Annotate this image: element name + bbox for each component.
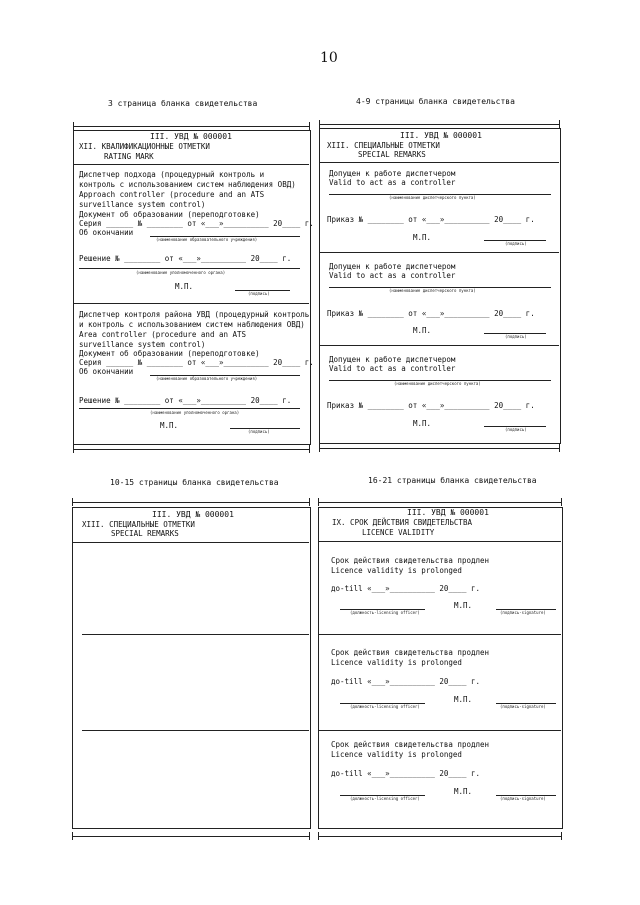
p1-block2-line2: и контроль с использованием систем наблюдения ОВД) [79,320,305,329]
p2-admitted-ru-1: Допущен к работе диспетчером [329,169,456,178]
p4-officer-caption-2: (должность-licensing officer) [350,704,420,709]
p2-post-caption-3: (наименование диспетчерского пункта) [394,381,481,386]
p1-header: III. УВД № 000001 [150,132,232,141]
p1-signature-caption-2: (подпись) [248,429,270,434]
caption-pages-16-21: 16-21 страницы бланка свидетельства [368,476,537,485]
p2-admitted-en-2: Valid to act as a controller [329,271,456,280]
p2-signature-caption-2: (подпись) [505,334,527,339]
p1-doc-label-2: Документ об образовании (переподготовке) [79,349,260,358]
p1-block1-line3: Approach controller (procedure and an ATS [79,190,265,199]
p2-admitted-ru-2: Допущен к работе диспетчером [329,262,456,271]
p4-extended-ru-2: Срок действия свидетельства продлен [331,648,490,657]
p1-block2-line3: Area controller (procedure and an ATS [79,330,247,339]
p4-signature-caption-3: (подпись-signature) [500,796,546,801]
p4-extended-ru-1: Срок действия свидетельства продлен [331,556,490,565]
p1-authority-caption-2: (наименование уполномоченного органа) [150,410,240,415]
p2-signature-caption-1: (подпись) [505,241,527,246]
p4-stamp-label-1: М.П. [454,601,473,610]
p4-stamp-label-3: М.П. [454,787,473,796]
p2-section-title: XIII. СПЕЦИАЛЬНЫЕ ОТМЕТКИ [327,141,440,150]
p1-series-row-2: Серия ______ № ________ от «___»__________ 20____ г. [79,358,314,367]
p1-edu-caption-2: (наименование образовательного учреждения) [156,376,258,381]
p4-till-row-2: до-till «___»__________ 20____ г. [331,677,481,686]
p2-admitted-en-1: Valid to act as a controller [329,178,456,187]
p2-section-title-en: SPECIAL REMARKS [358,150,426,159]
p1-block2-line4: surveillance system control) [79,340,206,349]
p4-extended-ru-3: Срок действия свидетельства продлен [331,740,490,749]
caption-pages-10-15: 10-15 страницы бланка свидетельства [110,478,279,487]
p1-decision-row: Решение № ________ от «___»__________ 20____ г. [79,254,292,263]
p1-block1-line2: контроль с использованием систем наблюдения ОВД) [79,180,296,189]
p1-block1-line4: surveillance system control) [79,200,206,209]
p2-stamp-label-1: М.П. [413,233,432,242]
p4-stamp-label-2: М.П. [454,695,473,704]
p2-signature-caption-3: (подпись) [505,427,527,432]
p3-header: III. УВД № 000001 [152,510,234,519]
caption-page-3: 3 страница бланка свидетельства [108,99,258,108]
p1-doc-label: Документ об образовании (переподготовке) [79,210,260,219]
p4-till-row-3: до-till «___»__________ 20____ г. [331,769,481,778]
caption-pages-4-9: 4-9 страницы бланка свидетельства [356,97,515,106]
p4-section-title: IX. СРОК ДЕЙСТВИЯ СВИДЕТЕЛЬСТВА [332,518,472,527]
p1-authority-caption: (наименование уполномоченного органа) [136,270,226,275]
p4-till-row-1: до-till «___»__________ 20____ г. [331,584,481,593]
p3-section-title: XIII. СПЕЦИАЛЬНЫЕ ОТМЕТКИ [82,520,195,529]
p1-block1-line1: Диспетчер подхода (процедурный контроль и [79,170,265,179]
p2-header: III. УВД № 000001 [400,131,482,140]
p2-order-row-2: Приказ № ________ от «___»__________ 20____ г. [327,309,535,318]
p2-order-row-3: Приказ № ________ от «___»__________ 20____ г. [327,401,535,410]
p4-signature-caption-1: (подпись-signature) [500,610,546,615]
p1-graduation-label-2: Об окончании [79,367,134,376]
p3-section-title-en: SPECIAL REMARKS [111,529,179,538]
p4-officer-caption-3: (должность-licensing officer) [350,796,420,801]
p1-signature-caption: (подпись) [248,291,270,296]
p4-extended-en-3: Licence validity is prolonged [331,750,462,759]
page-number: 10 [320,50,338,66]
p2-stamp-label-3: М.П. [413,419,432,428]
p2-admitted-ru-3: Допущен к работе диспетчером [329,355,456,364]
p1-stamp-label-2: М.П. [160,421,179,430]
p1-decision-row-2: Решение № ________ от «___»__________ 20____ г. [79,396,292,405]
p2-stamp-label-2: М.П. [413,326,432,335]
p4-signature-caption-2: (подпись-signature) [500,704,546,709]
p2-order-row-1: Приказ № ________ от «___»__________ 20____ г. [327,215,535,224]
p4-extended-en-1: Licence validity is prolonged [331,566,462,575]
p1-graduation-label: Об окончании [79,228,134,237]
p1-section-title: XII. КВАЛИФИКАЦИОННЫЕ ОТМЕТКИ [79,142,210,151]
p4-extended-en-2: Licence validity is prolonged [331,658,462,667]
p2-admitted-en-3: Valid to act as a controller [329,364,456,373]
p4-header: III. УВД № 000001 [407,508,489,517]
p1-edu-caption: (наименование образовательного учреждения) [156,237,258,242]
p1-block2-line1: Диспетчер контроля района УВД (процедурный контроль [79,310,310,319]
p1-stamp-label: М.П. [175,282,194,291]
p1-series-row: Серия ______ № ________ от «___»__________ 20____ г. [79,219,314,228]
p4-officer-caption-1: (должность-licensing officer) [350,610,420,615]
p2-post-caption-2: (наименование диспетчерского пункта) [389,288,476,293]
p4-section-title-en: LICENCE VALIDITY [362,528,435,537]
p2-post-caption-1: (наименование диспетчерского пункта) [389,195,476,200]
p1-section-title-en: RATING MARK [104,152,154,161]
